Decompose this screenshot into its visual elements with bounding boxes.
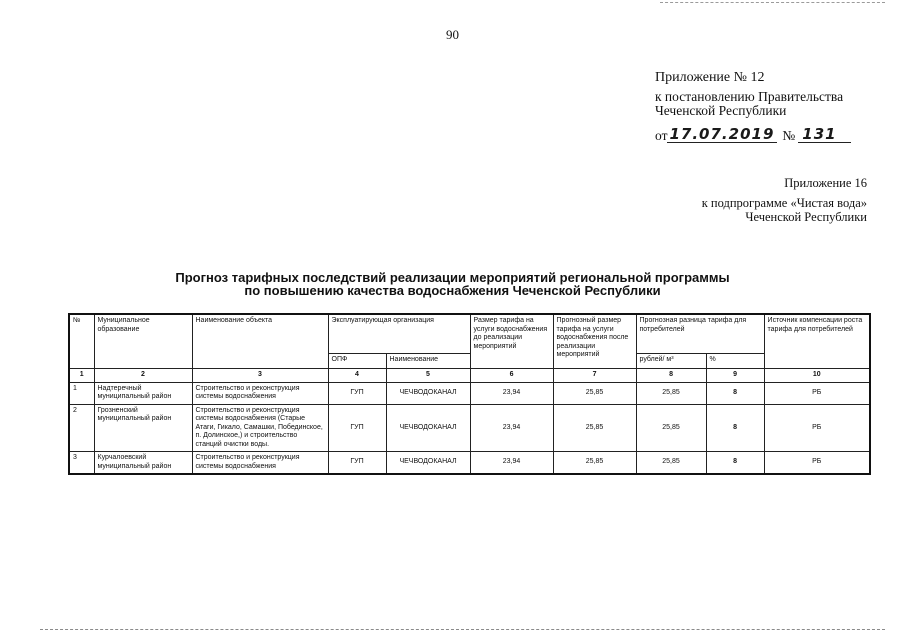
column-number: 7 bbox=[553, 369, 636, 383]
scan-edge-bottom bbox=[40, 629, 885, 631]
row-opf: ГУП bbox=[328, 404, 386, 452]
header-diff-pct: % bbox=[706, 354, 764, 369]
row-opf: ГУП bbox=[328, 382, 386, 404]
column-number: 10 bbox=[764, 369, 870, 383]
row-tariff-after: 25,85 bbox=[553, 382, 636, 404]
row-operator-name: ЧЕЧВОДОКАНАЛ bbox=[386, 404, 470, 452]
header-tariff-after: Прогнозный размер тарифа на услуги водоснабжения после реализации мероприятий bbox=[553, 314, 636, 369]
row-operator-name: ЧЕЧВОДОКАНАЛ bbox=[386, 382, 470, 404]
header-object: Наименование объекта bbox=[192, 314, 328, 369]
row-operator-name: ЧЕЧВОДОКАНАЛ bbox=[386, 452, 470, 475]
appendix-16-line3: Чеченской Республики bbox=[745, 210, 867, 224]
number-prefix: № bbox=[782, 128, 796, 143]
tariff-forecast-table bbox=[68, 313, 871, 475]
header-operator-name: Наименование bbox=[386, 354, 470, 369]
row-object: Строительство и реконструкция системы водоснабжения bbox=[192, 382, 328, 404]
row-tariff-before: 23,94 bbox=[470, 382, 553, 404]
appendix-12-line2: к постановлению Правительства bbox=[655, 89, 844, 104]
row-diff-rub: 25,85 bbox=[636, 452, 706, 475]
table-row bbox=[69, 452, 870, 475]
column-number: 3 bbox=[192, 369, 328, 383]
header-tariff-before: Размер тарифа на услуги водоснабжения до реализации мероприятий bbox=[470, 314, 553, 369]
appendix-16-line2: к подпрограмме «Чистая вода» bbox=[701, 196, 867, 210]
row-no: 2 bbox=[69, 404, 94, 452]
row-diff-rub: 25,85 bbox=[636, 382, 706, 404]
row-no: 3 bbox=[69, 452, 94, 475]
row-municipality: Курчалоевский муниципальный район bbox=[94, 452, 192, 475]
column-number: 5 bbox=[386, 369, 470, 383]
header-opf: ОПФ bbox=[328, 354, 386, 369]
appendix-16-title: Приложение 16 bbox=[784, 176, 867, 190]
column-number: 8 bbox=[636, 369, 706, 383]
column-number: 1 bbox=[69, 369, 94, 383]
row-object: Строительство и реконструкция системы водоснабжения bbox=[192, 452, 328, 475]
row-diff-pct: 8 bbox=[706, 404, 764, 452]
document-title bbox=[0, 271, 905, 297]
row-object: Строительство и реконструкция системы водоснабжения (Старые Атаги, Гикало, Самашки, Побединское, п. Долинское,) и строительство станций очистки воды. bbox=[192, 404, 328, 452]
header-no: № bbox=[69, 314, 94, 369]
table-row bbox=[69, 404, 870, 452]
table-row bbox=[69, 382, 870, 404]
row-tariff-after: 25,85 bbox=[553, 452, 636, 475]
decree-date: 17.07.2019 bbox=[667, 126, 777, 143]
header-row-1 bbox=[69, 314, 870, 354]
row-source: РБ bbox=[764, 452, 870, 475]
row-tariff-before: 23,94 bbox=[470, 404, 553, 452]
appendix-12-title: Приложение № 12 bbox=[655, 70, 765, 85]
header-operator: Эксплуатирующая организация bbox=[328, 314, 470, 354]
column-number: 4 bbox=[328, 369, 386, 383]
page-number: 90 bbox=[446, 27, 459, 42]
column-number: 2 bbox=[94, 369, 192, 383]
row-no: 1 bbox=[69, 382, 94, 404]
decree-date-line bbox=[655, 126, 851, 143]
title-line-2: по повышению качества водоснабжения Чеченской Республики bbox=[244, 283, 661, 298]
row-tariff-after: 25,85 bbox=[553, 404, 636, 452]
header-difference: Прогнозная разница тарифа для потребителей bbox=[636, 314, 764, 354]
appendix-12-block bbox=[655, 71, 851, 143]
row-diff-pct: 8 bbox=[706, 382, 764, 404]
row-source: РБ bbox=[764, 404, 870, 452]
row-opf: ГУП bbox=[328, 452, 386, 475]
decree-number: 131 bbox=[798, 126, 850, 143]
row-tariff-before: 23,94 bbox=[470, 452, 553, 475]
row-municipality: Надтеречный муниципальный район bbox=[94, 382, 192, 404]
appendix-12-line3: Чеченской Республики bbox=[655, 103, 787, 118]
title-line-1: Прогноз тарифных последствий реализации мероприятий региональной программы bbox=[175, 270, 730, 285]
header-municipality: Муниципальное образование bbox=[94, 314, 192, 369]
date-prefix: от bbox=[655, 128, 668, 143]
row-diff-rub: 25,85 bbox=[636, 404, 706, 452]
column-number-row bbox=[69, 369, 870, 383]
row-municipality: Грозненский муниципальный район bbox=[94, 404, 192, 452]
header-source: Источник компенсации роста тарифа для потребителей bbox=[764, 314, 870, 369]
row-diff-pct: 8 bbox=[706, 452, 764, 475]
header-diff-rub: рублей/ м³ bbox=[636, 354, 706, 369]
column-number: 9 bbox=[706, 369, 764, 383]
row-source: РБ bbox=[764, 382, 870, 404]
appendix-16-block bbox=[702, 176, 867, 224]
scan-edge-top bbox=[660, 2, 885, 4]
column-number: 6 bbox=[470, 369, 553, 383]
